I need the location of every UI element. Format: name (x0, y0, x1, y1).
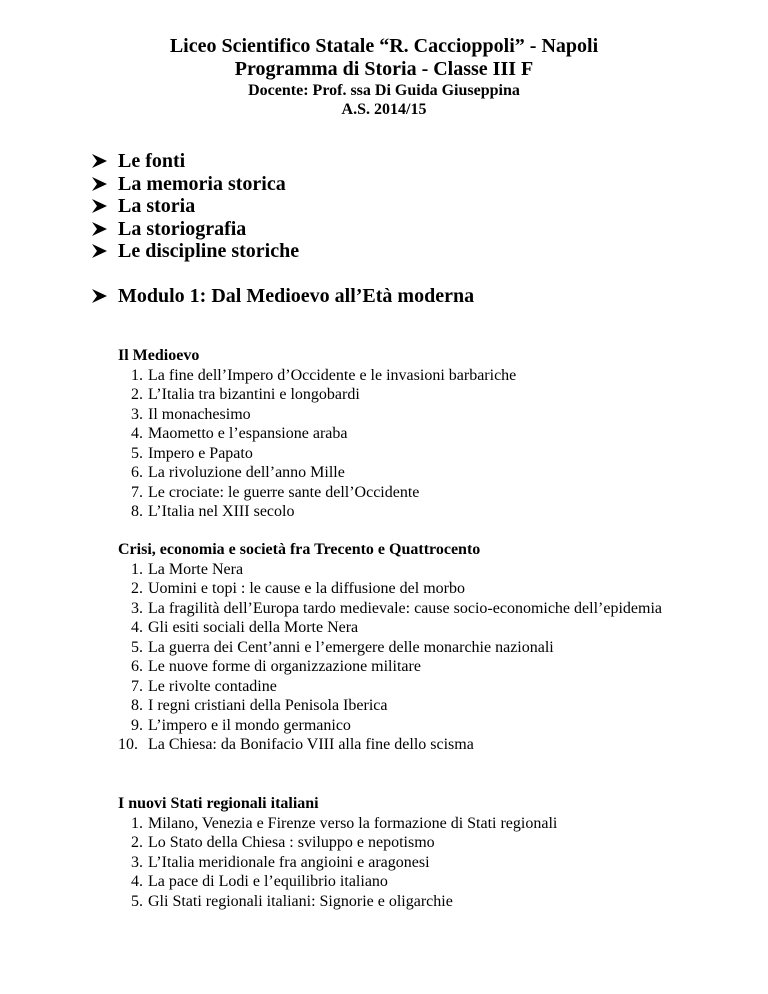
section-title: Crisi, economia e società fra Trecento e Quattrocento (118, 541, 481, 558)
list-item: 7. Le crociate: le guerre sante dell’Occidente (131, 483, 420, 501)
list-item: 1. La Morte Nera (131, 560, 244, 578)
topic-item: La storia (92, 195, 299, 218)
arrow-bullet-icon (92, 289, 107, 303)
list-item: 8. I regni cristiani della Penisola Iberica (131, 697, 388, 714)
list-item: 5. Impero e Papato (131, 444, 253, 462)
section-title: Il Medioevo (118, 347, 200, 364)
section-medioevo (118, 346, 516, 522)
school-name: Liceo Scientifico Statale “R. Caccioppoli” - Napoli (169, 35, 599, 57)
topic-item: La storiografia (92, 218, 299, 241)
list-item: 2. Uomini e topi : le cause e la diffusione del morbo (131, 580, 465, 597)
topics-list (92, 150, 299, 263)
arrow-bullet-icon (92, 199, 107, 213)
list-item: 2. Lo Stato della Chiesa : sviluppo e nepotismo (131, 834, 435, 851)
list-item: 5. La guerra dei Cent’anni e l’emergere delle monarchie nazionali (131, 638, 554, 656)
program-title: Programma di Storia - Classe III F (234, 58, 534, 80)
topic-item: Le discipline storiche (92, 240, 299, 263)
list-item: 5. Gli Stati regionali italiani: Signorie e oligarchie (131, 892, 453, 910)
list-item: 7. Le rivolte contadine (131, 677, 277, 695)
list-item: 8. L’Italia nel XIII secolo (131, 503, 295, 520)
section-title: I nuovi Stati regionali italiani (118, 795, 319, 812)
list-item: 9. L’impero e il mondo germanico (131, 716, 351, 734)
list-item: 3. L’Italia meridionale fra angioini e aragonesi (131, 853, 430, 871)
list-item: 6. Le nuove forme di organizzazione militare (131, 658, 421, 675)
arrow-bullet-icon (92, 244, 107, 258)
arrow-bullet-icon (92, 177, 107, 191)
school-year: A.S. 2014/15 (341, 101, 427, 118)
topic-item: La memoria storica (92, 173, 299, 196)
list-item: 6. La rivoluzione dell’anno Mille (131, 464, 345, 481)
section-crisi (118, 540, 673, 755)
topic-item: Le fonti (92, 150, 299, 173)
list-item: 3. Il monachesimo (131, 405, 251, 423)
module-title: Modulo 1: Dal Medioevo all’Età moderna (118, 285, 475, 307)
list-item: 3. La fragilità dell’Europa tardo medievale: cause socio-economiche dell’epidemia (131, 599, 662, 617)
arrow-bullet-icon (92, 222, 107, 236)
section-list (118, 814, 557, 912)
section-stati-regionali (118, 794, 557, 911)
list-item: 4. La pace di Lodi e l’equilibrio italiano (131, 873, 388, 890)
section-list (118, 366, 516, 522)
list-item: 10. La Chiesa: da Bonifacio VIII alla fine dello scisma (118, 736, 474, 753)
list-item: 1. Milano, Venezia e Firenze verso la formazione di Stati regionali (131, 814, 558, 832)
list-item: 1. La fine dell’Impero d’Occidente e le invasioni barbariche (131, 366, 517, 384)
list-item: 4. Gli esiti sociali della Morte Nera (131, 619, 359, 636)
module-heading (92, 285, 474, 307)
arrow-bullet-icon (92, 154, 107, 168)
list-item: 4. Maometto e l’espansione araba (131, 425, 348, 442)
section-list (118, 560, 673, 755)
teacher-name: Docente: Prof. ssa Di Guida Giuseppina (248, 82, 520, 99)
list-item: 2. L’Italia tra bizantini e longobardi (131, 386, 360, 403)
